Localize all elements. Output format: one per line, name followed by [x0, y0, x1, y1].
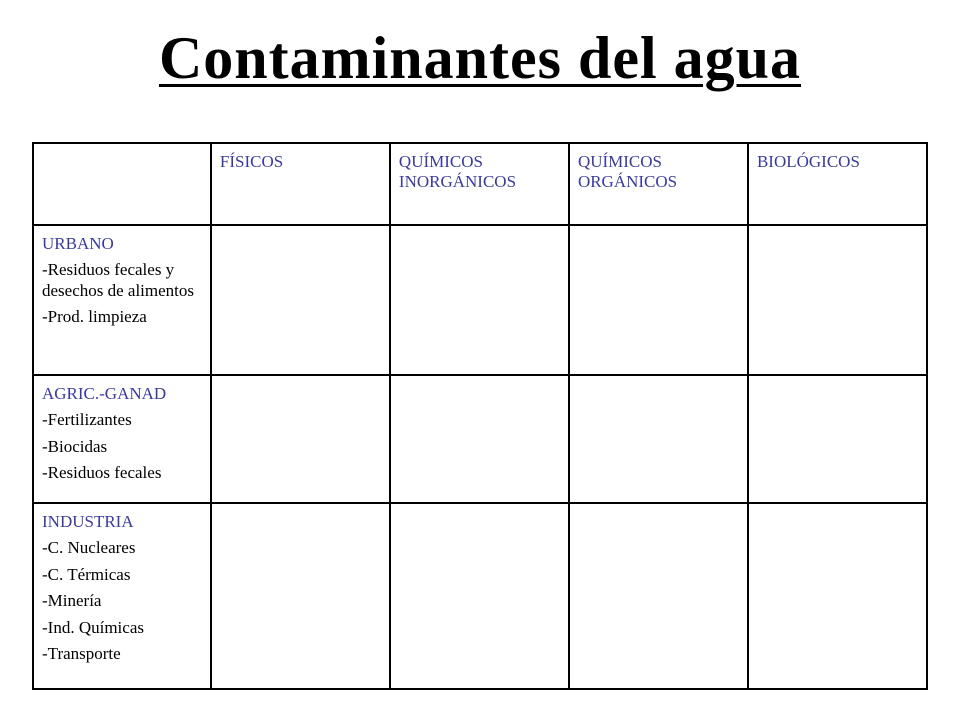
- contaminants-table: [32, 142, 928, 690]
- table-cell: [748, 225, 927, 375]
- table-cell: [748, 375, 927, 503]
- table-header-row: [33, 143, 927, 225]
- header-biologicos: BIOLÓGICOS: [748, 143, 927, 225]
- table-row: [33, 503, 927, 689]
- header-quimicos-inorganicos: QUÍMICOS INORGÁNICOS: [390, 143, 569, 225]
- row-label-agric-ganad: [33, 375, 211, 503]
- table-row: [33, 225, 927, 375]
- list-item: -C. Nucleares: [42, 538, 136, 558]
- list-item: -Residuos fecales y desechos de alimentos: [42, 260, 195, 300]
- category-title: INDUSTRIA: [42, 512, 134, 531]
- list-item: -Biocidas: [42, 436, 108, 456]
- list-item: -C. Térmicas: [42, 564, 131, 584]
- table-cell: [390, 375, 569, 503]
- table-row: [33, 375, 927, 503]
- row-label-urbano: [33, 225, 211, 375]
- table-cell: [211, 225, 390, 375]
- list-item: -Residuos fecales: [42, 463, 162, 483]
- list-item: -Transporte: [42, 643, 121, 663]
- table-cell: [211, 375, 390, 503]
- page-title: Contaminantes del agua: [158, 25, 802, 91]
- list-item: -Fertilizantes: [42, 410, 132, 430]
- table-cell: [569, 225, 748, 375]
- table-cell: [569, 503, 748, 689]
- header-cell-empty: [33, 143, 211, 225]
- table-cell: [569, 375, 748, 503]
- row-label-industria: [33, 503, 211, 689]
- table-cell: [211, 503, 390, 689]
- list-item: -Minería: [42, 591, 102, 611]
- list-item: -Prod. limpieza: [42, 307, 147, 327]
- category-title: AGRIC.-GANAD: [42, 384, 167, 403]
- list-item: -Ind. Químicas: [42, 617, 144, 637]
- table-cell: [390, 225, 569, 375]
- table-cell: [390, 503, 569, 689]
- category-title: URBANO: [42, 234, 114, 253]
- header-quimicos-organicos: QUÍMICOS ORGÁNICOS: [569, 143, 748, 225]
- header-fisicos: FÍSICOS: [211, 143, 390, 225]
- table-cell: [748, 503, 927, 689]
